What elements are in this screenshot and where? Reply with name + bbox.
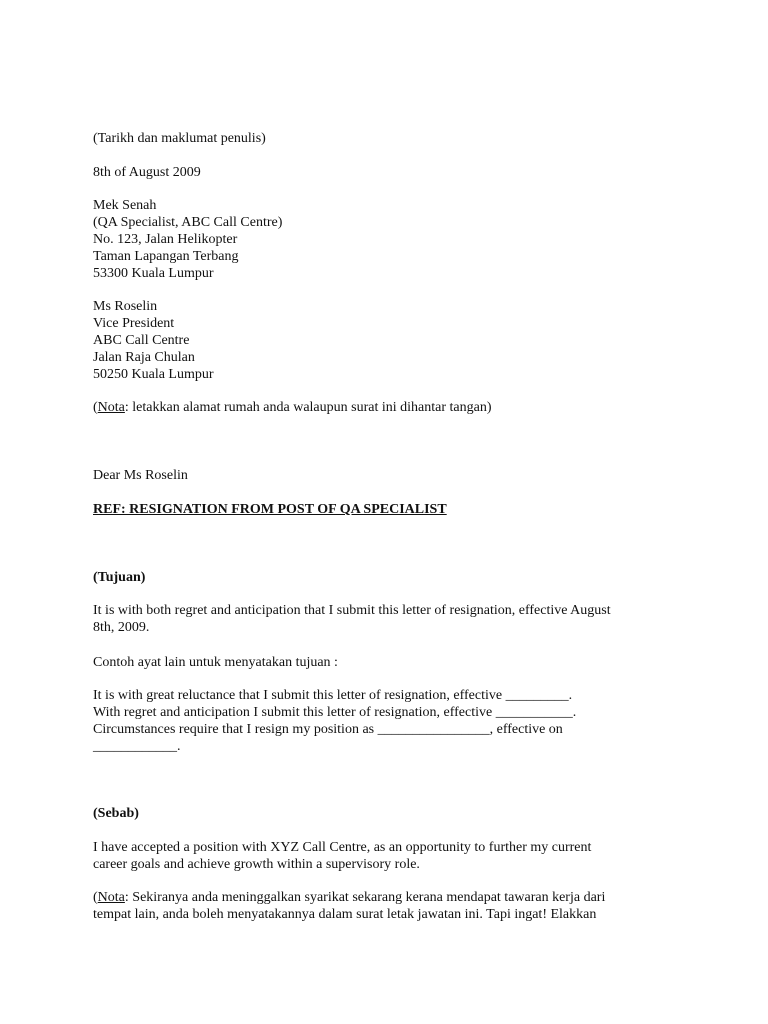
note-label: Nota	[97, 400, 125, 415]
note-label: Nota	[97, 890, 125, 905]
example-sentence: Circumstances require that I resign my position as ________________, effective on	[93, 722, 563, 737]
recipient-name: Ms Roselin	[93, 299, 158, 314]
recipient-address-line: Jalan Raja Chulan	[93, 350, 195, 365]
note-open-paren: (	[93, 890, 98, 905]
note-open-paren: (	[93, 400, 98, 415]
recipient-position: Vice President	[93, 316, 175, 331]
address-note	[93, 399, 491, 416]
sender-address-line: Taman Lapangan Terbang	[93, 249, 239, 264]
purpose-paragraph-line: 8th, 2009.	[93, 620, 150, 635]
reason-paragraph-line: career goals and achieve growth within a supervisory role.	[93, 857, 420, 872]
sender-info-note: (Tarikh dan maklumat penulis)	[93, 131, 266, 146]
sender-name: Mek Senah	[93, 198, 157, 213]
example-sentence-continued: ____________.	[93, 739, 181, 754]
reason-paragraph-line: I have accepted a position with XYZ Call Centre, as an opportunity to further my current	[93, 840, 592, 855]
sender-address-line: 53300 Kuala Lumpur	[93, 266, 214, 281]
section-heading-reason: (Sebab)	[93, 806, 139, 821]
example-sentence: It is with great reluctance that I submit this letter of resignation, effective _________.	[93, 688, 573, 703]
purpose-paragraph-line: It is with both regret and anticipation that I submit this letter of resignation, effective August	[93, 603, 611, 618]
section-heading-purpose: (Tujuan)	[93, 570, 146, 585]
note-text: : letakkan alamat rumah anda walaupun surat ini dihantar tangan)	[124, 400, 492, 415]
reason-note-line	[93, 889, 605, 906]
recipient-company: ABC Call Centre	[93, 333, 190, 348]
salutation: Dear Ms Roselin	[93, 468, 188, 483]
recipient-address-line: 50250 Kuala Lumpur	[93, 367, 214, 382]
reason-note-line: tempat lain, anda boleh menyatakannya dalam surat letak jawatan ini. Tapi ingat! Elakkan	[93, 907, 597, 922]
reference-line: REF: RESIGNATION FROM POST OF QA SPECIALIST	[93, 502, 447, 517]
examples-intro: Contoh ayat lain untuk menyatakan tujuan :	[93, 655, 338, 670]
sender-title: (QA Specialist, ABC Call Centre)	[93, 215, 283, 230]
letter-date: 8th of August 2009	[93, 165, 201, 180]
note-text: : Sekiranya anda meninggalkan syarikat sekarang kerana mendapat tawaran kerja dari	[124, 890, 606, 905]
sender-address-line: No. 123, Jalan Helikopter	[93, 232, 238, 247]
example-sentence: With regret and anticipation I submit this letter of resignation, effective ___________.	[93, 705, 577, 720]
